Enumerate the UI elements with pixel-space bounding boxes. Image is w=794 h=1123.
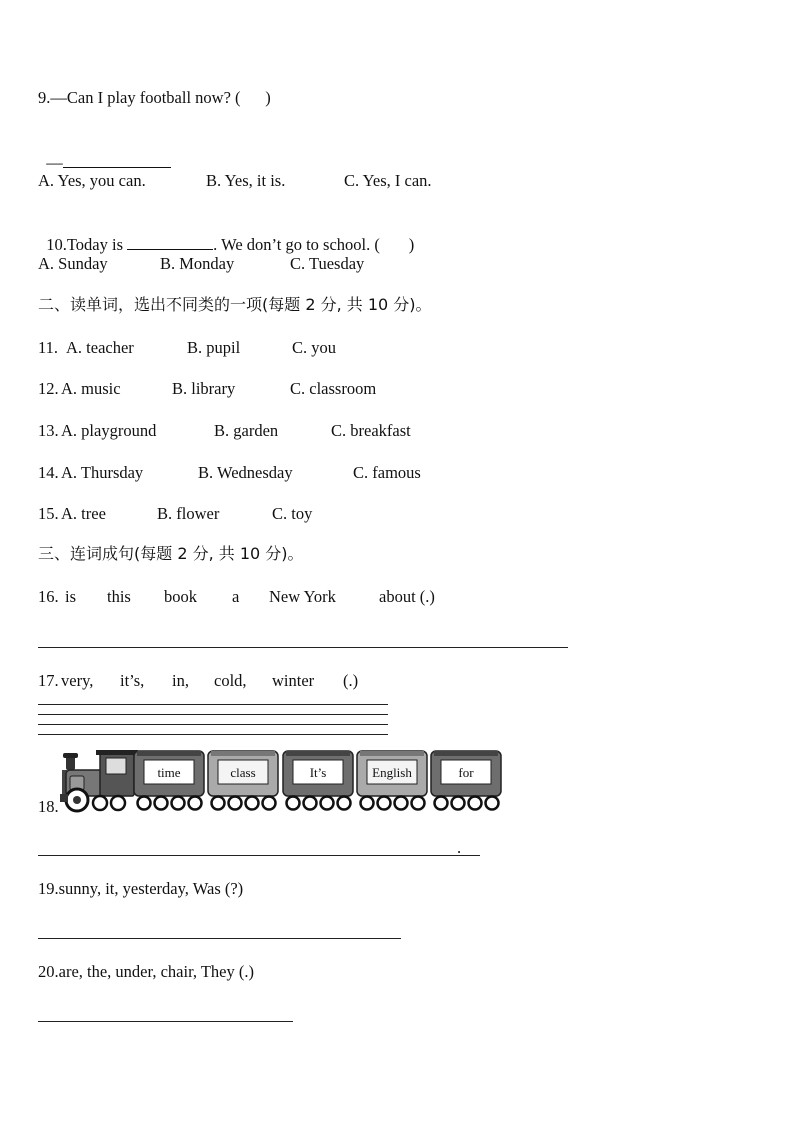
q16-word: New York: [269, 587, 336, 606]
section3-heading: 三、连词成句(每题 2 分, 共 10 分)。: [38, 544, 304, 563]
train-car: [431, 751, 501, 810]
q12-option-a: A. music: [61, 379, 121, 398]
q15-option-a: A. tree: [61, 504, 106, 523]
q10-blank[interactable]: [127, 233, 213, 250]
q9-stem: 9.—Can I play football now? ( ): [38, 88, 271, 107]
q9-option-b: B. Yes, it is.: [206, 171, 286, 190]
q15-option-b: B. flower: [157, 504, 220, 523]
section2-heading: 二、读单词，选出不同类的一项(每题 2 分, 共 10 分)。: [38, 295, 432, 314]
q17-word: (.): [343, 671, 359, 690]
train-illustration: [60, 748, 505, 814]
train-car-label: It’s: [309, 765, 327, 780]
q12-option-c: C. classroom: [290, 379, 377, 398]
q17-writing-line[interactable]: [38, 704, 388, 705]
q17-word: very,: [61, 671, 94, 690]
train-car: [208, 751, 278, 810]
q9-option-c: C. Yes, I can.: [344, 171, 432, 190]
q9-answer-blank[interactable]: [63, 151, 171, 168]
q17-word: cold,: [214, 671, 247, 690]
q16-num: 16.: [38, 587, 59, 606]
q14-option-a: A. Thursday: [61, 463, 144, 482]
q14-num: 14.: [38, 463, 59, 482]
train-car: [283, 751, 353, 810]
train-car-label: English: [372, 765, 412, 780]
q17-writing-line[interactable]: [38, 724, 388, 725]
locomotive-icon: [60, 750, 138, 811]
q9-option-a: A. Yes, you can.: [38, 171, 146, 190]
q13-num: 13.: [38, 421, 59, 440]
q13-option-b: B. garden: [214, 421, 279, 440]
q11-num: 11.: [38, 338, 63, 357]
q16-word: a: [232, 587, 240, 606]
q10-option-a: A. Sunday: [38, 254, 108, 273]
q17-word: winter: [272, 671, 315, 690]
q10-stem-pre: 10.Today is: [46, 235, 128, 254]
train-car: [134, 751, 204, 810]
q20-text: 20.are, the, under, chair, They (.): [38, 962, 254, 981]
q14-option-c: C. famous: [353, 463, 421, 482]
q18-num: 18.: [38, 797, 59, 816]
q11-option-b: B. pupil: [187, 338, 241, 357]
q11-option-c: C. you: [292, 338, 337, 357]
q17-writing-line[interactable]: [38, 714, 388, 715]
q12-option-b: B. library: [172, 379, 236, 398]
q17-writing-line[interactable]: [38, 734, 388, 735]
q17-num: 17.: [38, 671, 59, 690]
q12-num: 12.: [38, 379, 59, 398]
q19-answer-line[interactable]: [38, 938, 401, 939]
train-car-label: for: [458, 765, 474, 780]
train-car-label: class: [230, 765, 256, 780]
q17-word: it’s,: [120, 671, 145, 690]
q10-stem-post: . We don’t go to school. ( ): [213, 235, 415, 254]
q9-answer-dash: —: [46, 153, 63, 172]
q18-end-mark: .: [457, 838, 462, 857]
q19-text: 19.sunny, it, yesterday, Was (?): [38, 879, 244, 898]
q10-option-b: B. Monday: [160, 254, 235, 273]
q14-option-b: B. Wednesday: [198, 463, 293, 482]
q16-word: is: [65, 587, 77, 606]
q16-word: about (.): [379, 587, 435, 606]
train-car-label: time: [157, 765, 181, 780]
q16-word: this: [107, 587, 131, 606]
q17-word: in,: [172, 671, 189, 690]
q10-option-c: C. Tuesday: [290, 254, 365, 273]
q10-stem: [38, 213, 414, 255]
q9-answer-line: [38, 131, 171, 173]
q16-answer-line[interactable]: [38, 647, 568, 648]
q13-option-c: C. breakfast: [331, 421, 411, 440]
q20-answer-line[interactable]: [38, 1021, 293, 1022]
q11-option-a: A. teacher: [66, 338, 134, 357]
q15-num: 15.: [38, 504, 59, 523]
q15-option-c: C. toy: [272, 504, 313, 523]
q18-answer-line[interactable]: [38, 855, 480, 856]
q13-option-a: A. playground: [61, 421, 157, 440]
q16-word: book: [164, 587, 197, 606]
train-car: [357, 751, 427, 810]
